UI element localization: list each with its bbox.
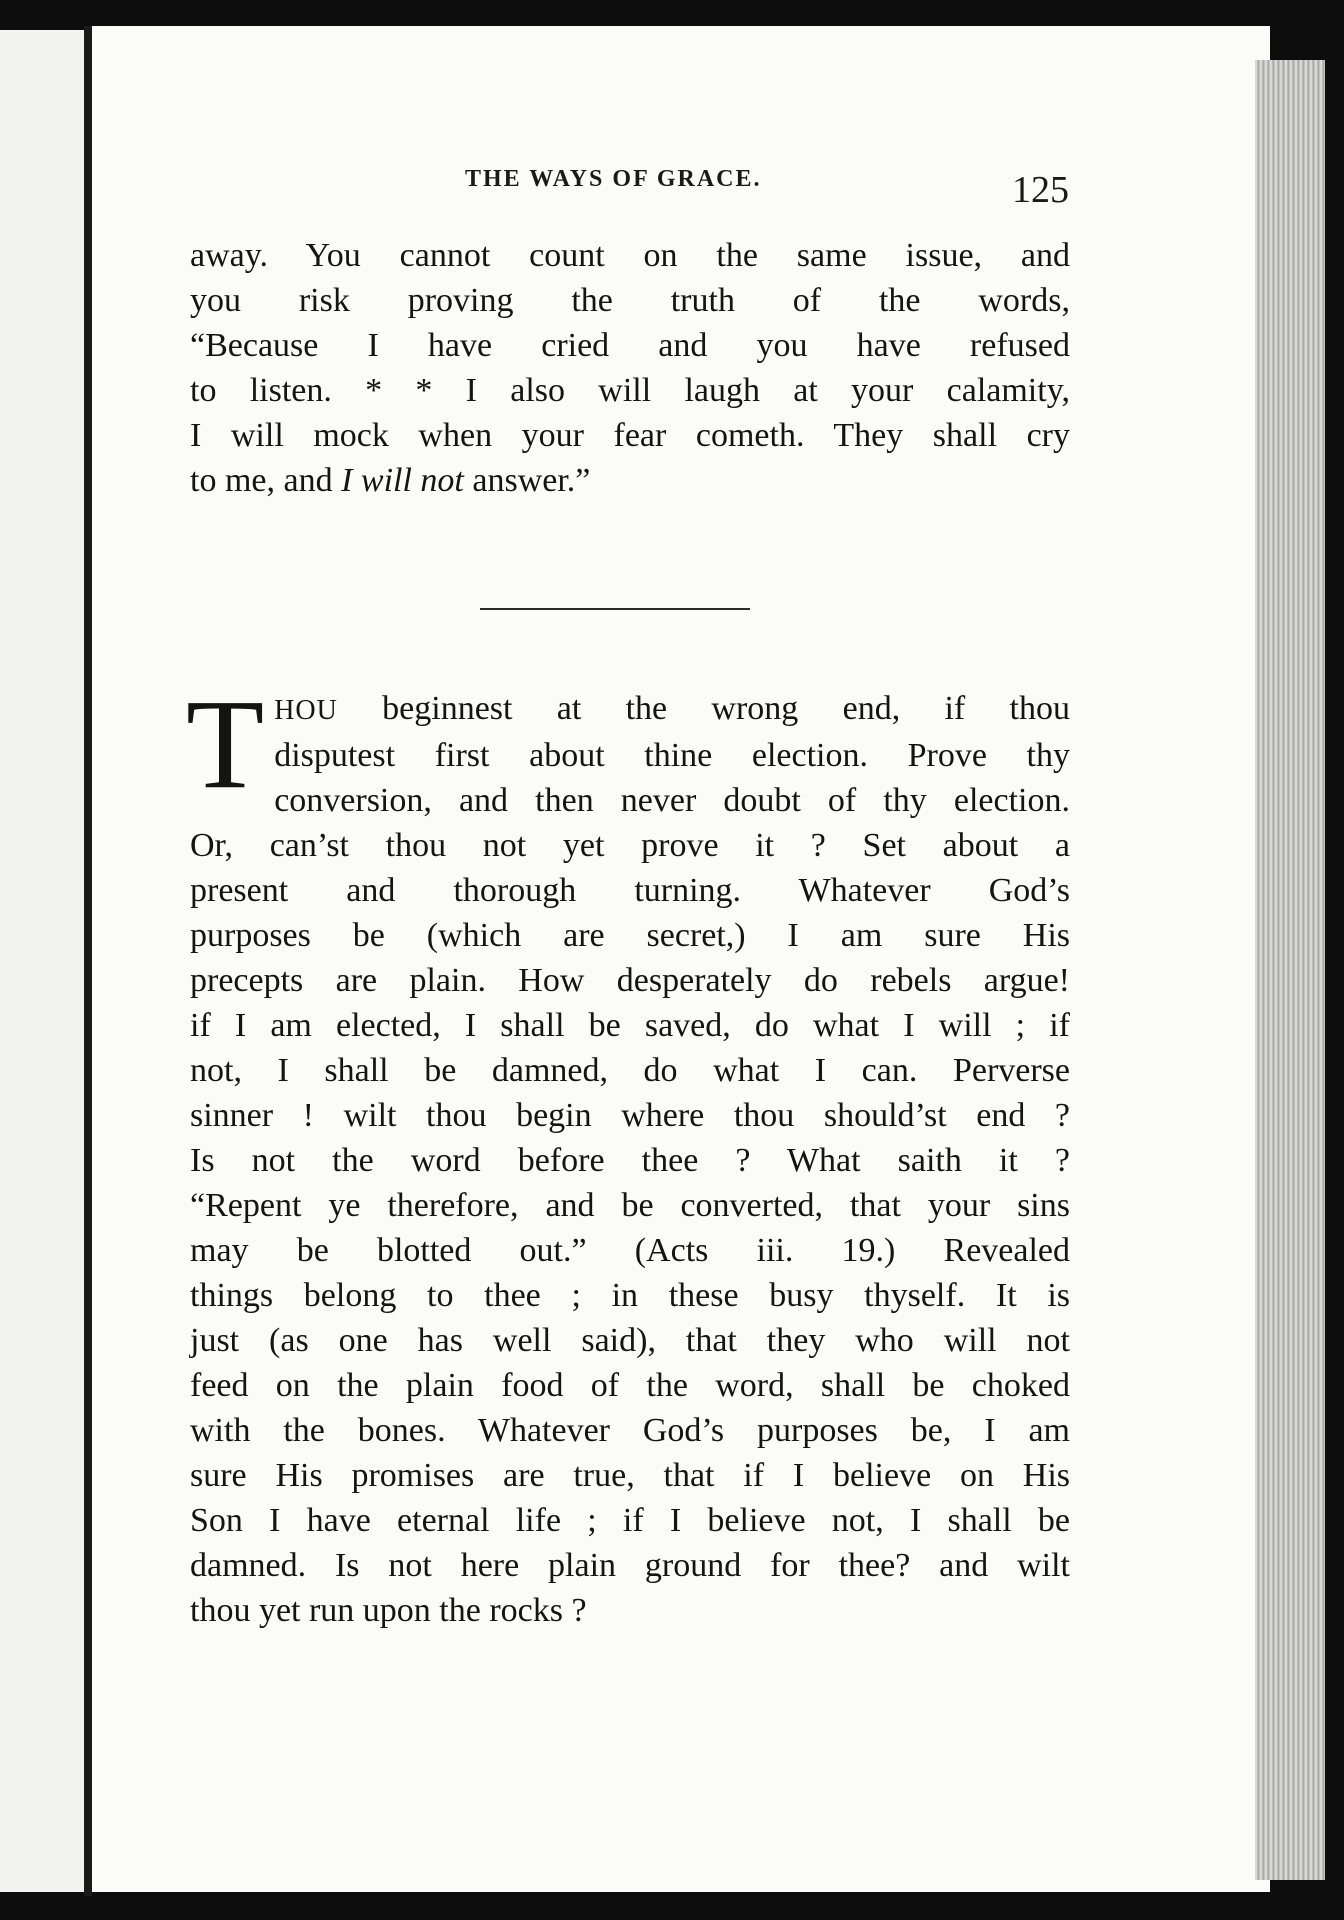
book-gutter <box>84 26 92 1896</box>
text-line: damned. Is not here plain ground for thee? and wilt <box>190 1547 1070 1584</box>
text-line-last: thou yet run upon the rocks ? <box>190 1592 587 1629</box>
text-line: may be blotted out.” (Acts iii. 19.) Revealed <box>190 1232 1070 1269</box>
page-number: 125 <box>1012 169 1069 211</box>
text-line: Or, can’st thou not yet prove it ? Set about a <box>190 827 1070 864</box>
text-line: if I am elected, I shall be saved, do what I will ; if <box>190 1007 1070 1044</box>
top-paragraph <box>190 233 1070 503</box>
text-line: sure His promises are true, that if I believe on His <box>190 1457 1070 1494</box>
text-line: “Because I have cried and you have refused <box>190 327 1070 364</box>
text-line: not, I shall be damned, do what I can. Perverse <box>190 1052 1070 1089</box>
text-line: things belong to thee ; in these busy thyself. It is <box>190 1277 1070 1314</box>
text-line: conversion, and then never doubt of thy election. <box>274 782 1070 819</box>
second-paragraph <box>186 673 1070 1633</box>
page-stack-edge <box>1255 60 1325 1880</box>
text-line: with the bones. Whatever God’s purposes be, I am <box>190 1412 1070 1449</box>
text-line: purposes be (which are secret,) I am sure His <box>190 917 1070 954</box>
first-word-small-caps: HOU <box>274 695 338 726</box>
text-line: “Repent ye therefore, and be converted, that your sins <box>190 1187 1070 1224</box>
text-line: to listen. * * I also will laugh at your calamity, <box>190 372 1070 409</box>
text-line-last <box>190 458 1070 503</box>
section-divider <box>480 608 750 610</box>
text-line: precepts are plain. How desperately do rebels argue! <box>190 962 1070 999</box>
text-line: disputest first about thine election. Prove thy <box>274 737 1070 774</box>
text-line: Is not the word before thee ? What saith it ? <box>190 1142 1070 1179</box>
text-run: beginnest at the wrong end, if thou <box>337 690 1070 727</box>
text-line: Son I have eternal life ; if I believe not, I shall be <box>190 1502 1070 1539</box>
italic-emphasis: I will not <box>341 462 464 499</box>
running-title: THE WAYS OF GRACE. <box>465 166 762 192</box>
text-line: present and thorough turning. Whatever God’s <box>190 872 1070 909</box>
text-line: feed on the plain food of the word, shall be choked <box>190 1367 1070 1404</box>
text-line: just (as one has well said), that they who will not <box>190 1322 1070 1359</box>
drop-cap: T <box>186 673 265 815</box>
text-line: I will mock when your fear cometh. They shall cry <box>190 417 1070 454</box>
facing-page-edge <box>0 30 84 1892</box>
text-line-first <box>190 686 1070 733</box>
text-line: sinner ! wilt thou begin where thou should’st end ? <box>190 1097 1070 1134</box>
text-line: away. You cannot count on the same issue, and <box>190 237 1070 274</box>
text-run: to me, and <box>190 462 342 499</box>
text-line: you risk proving the truth of the words, <box>190 282 1070 319</box>
text-run: answer.” <box>463 462 591 499</box>
